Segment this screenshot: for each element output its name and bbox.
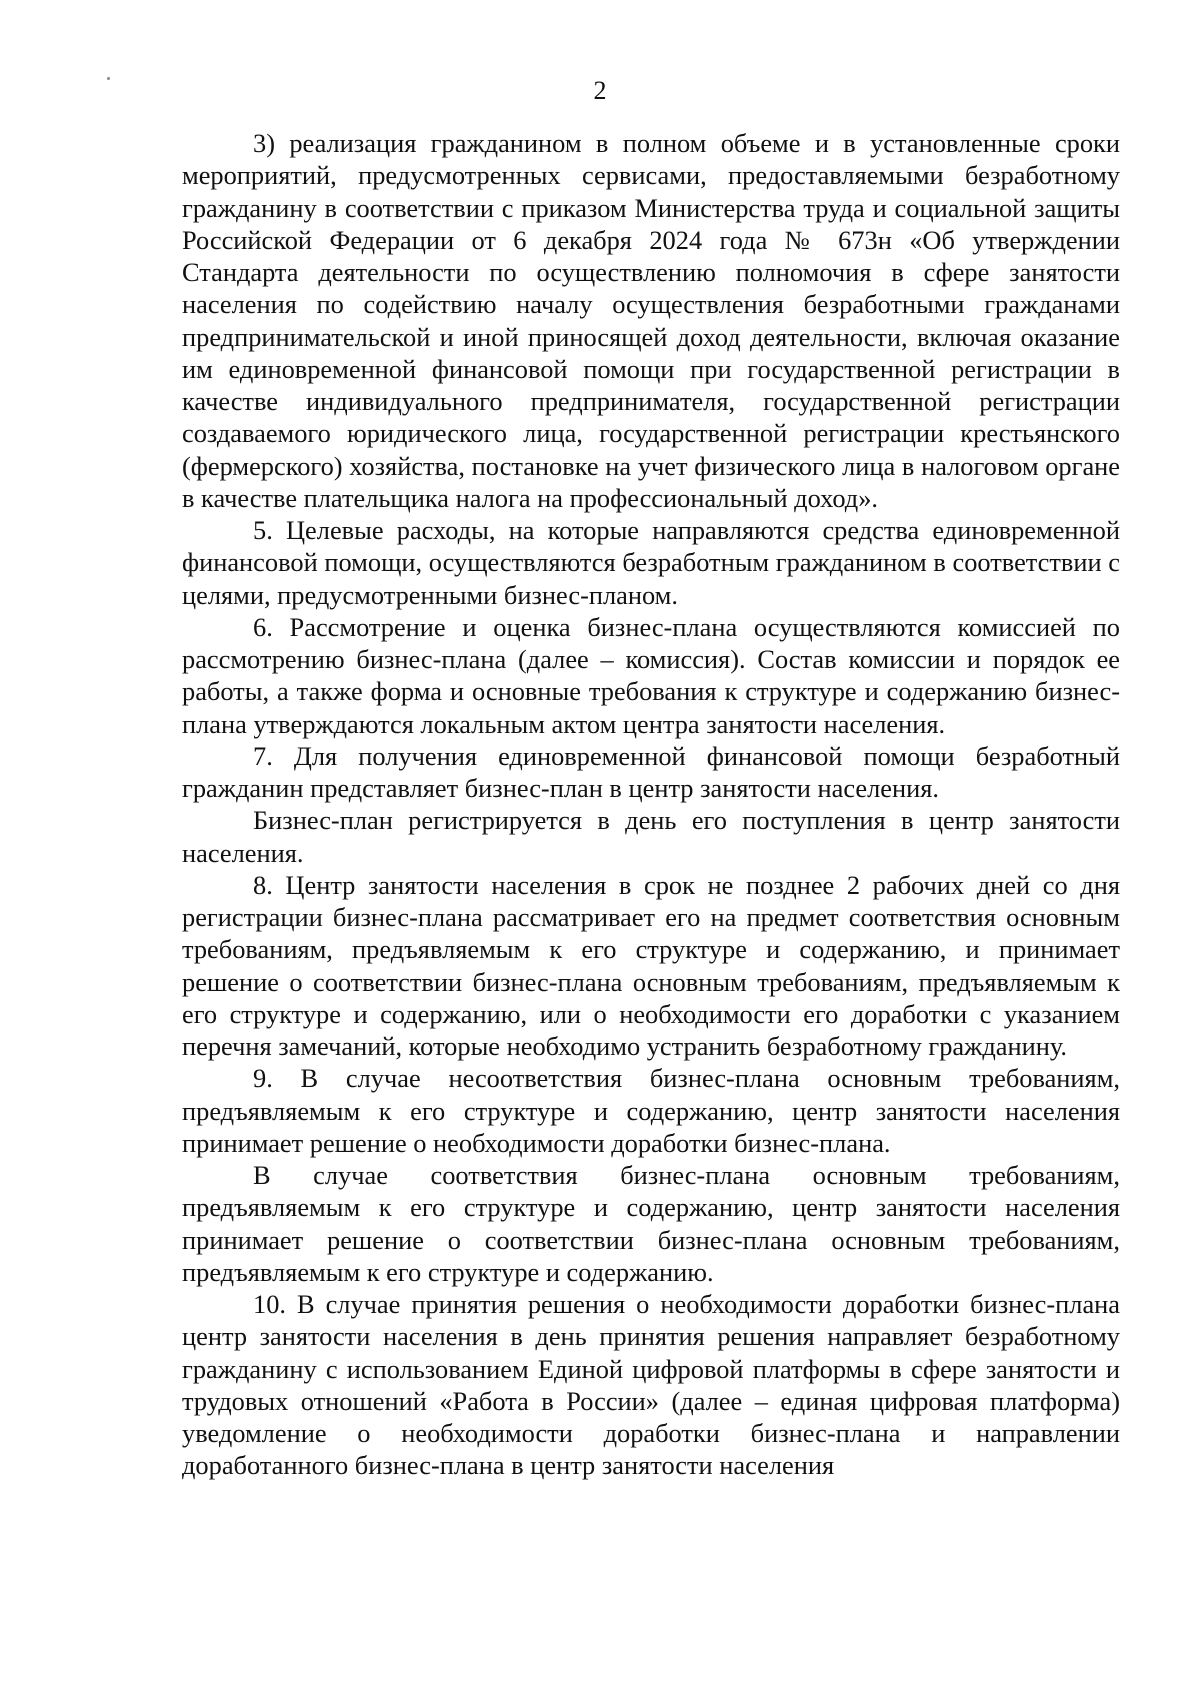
paragraph-7: 7. Для получения единовременной финансовой помощи безработный гражданин представляет бизнес-план в центр занятости населения. bbox=[182, 740, 1120, 803]
paragraph-5: 5. Целевые расходы, на которые направляются средства единовременной финансовой помощи, осуществляются безработным гражданином в соответствии с целями, предусмотренными бизнес-планом. bbox=[182, 515, 1120, 610]
paragraph-9-compliance: В случае соответствия бизнес-плана основным требованиям, предъявляемым к его структуре и содержанию, центр занятости населения принимает решение о соответствии бизнес-плана основным требованиям, предъявляемым к его структуре и содержанию. bbox=[182, 1160, 1120, 1287]
paragraph-6: 6. Рассмотрение и оценка бизнес-плана осуществляются комиссией по рассмотрению бизнес-плана (далее – комиссия). Состав комиссии и порядок ее работы, а также форма и основные требования к структуре и содержанию бизнес-плана утверждаются локальным актом центра занятости населения. bbox=[182, 611, 1120, 739]
paragraph-9: 9. В случае несоответствия бизнес-плана основным требованиям, предъявляемым к его структуре и содержанию, центр занятости населения принимает решение о необходимости доработки бизнес-плана. bbox=[182, 1063, 1120, 1158]
paragraph-7-registration: Бизнес-план регистрируется в день его поступления в центр занятости населения. bbox=[182, 805, 1120, 868]
paragraph-10: 10. В случае принятия решения о необходимости доработки бизнес-плана центр занятости населения в день принятия решения направляет безработному гражданину с использованием Единой цифровой платформы в сфере занятости и трудовых отношений «Работа в России» (далее – единая цифровая платформа) уведомление о необходимости доработки бизнес-плана и направлении доработанного бизнес-плана в центр занятости населения bbox=[182, 1289, 1120, 1481]
paragraph-8: 8. Центр занятости населения в срок не позднее 2 рабочих дней со дня регистрации бизнес-плана рассматривает его на предмет соответствия основным требованиям, предъявляемым к его структуре и содержанию, и принимает решение о соответствии бизнес-плана основным требованиям, предъявляемым к его структуре и содержанию, или о необходимости его доработки с указанием перечня замечаний, которые необходимо устранить безработному гражданину. bbox=[182, 869, 1120, 1061]
document-body bbox=[182, 127, 1120, 1482]
page-number: 2 bbox=[593, 76, 607, 105]
paragraph-item-3: 3) реализация гражданином в полном объеме и в установленные сроки мероприятий, предусмотренных сервисами, предоставляемыми безработному гражданину в соответствии с приказом Министерства труда и социальной защиты Российской Федерации от 6 декабря 2024 года № 673н «Об утверждении Стандарта деятельности по осуществлению полномочия в сфере занятости населения по содействию началу осуществления безработными гражданами предпринимательской и иной приносящей доход деятельности, включая оказание им единовременной финансовой помощи при государственной регистрации в качестве индивидуального предпринимателя, государственной регистрации создаваемого юридического лица, государственной регистрации крестьянского (фермерского) хозяйства, постановке на учет физического лица в налоговом органе в качестве плательщика налога на профессиональный доход». bbox=[182, 128, 1120, 513]
